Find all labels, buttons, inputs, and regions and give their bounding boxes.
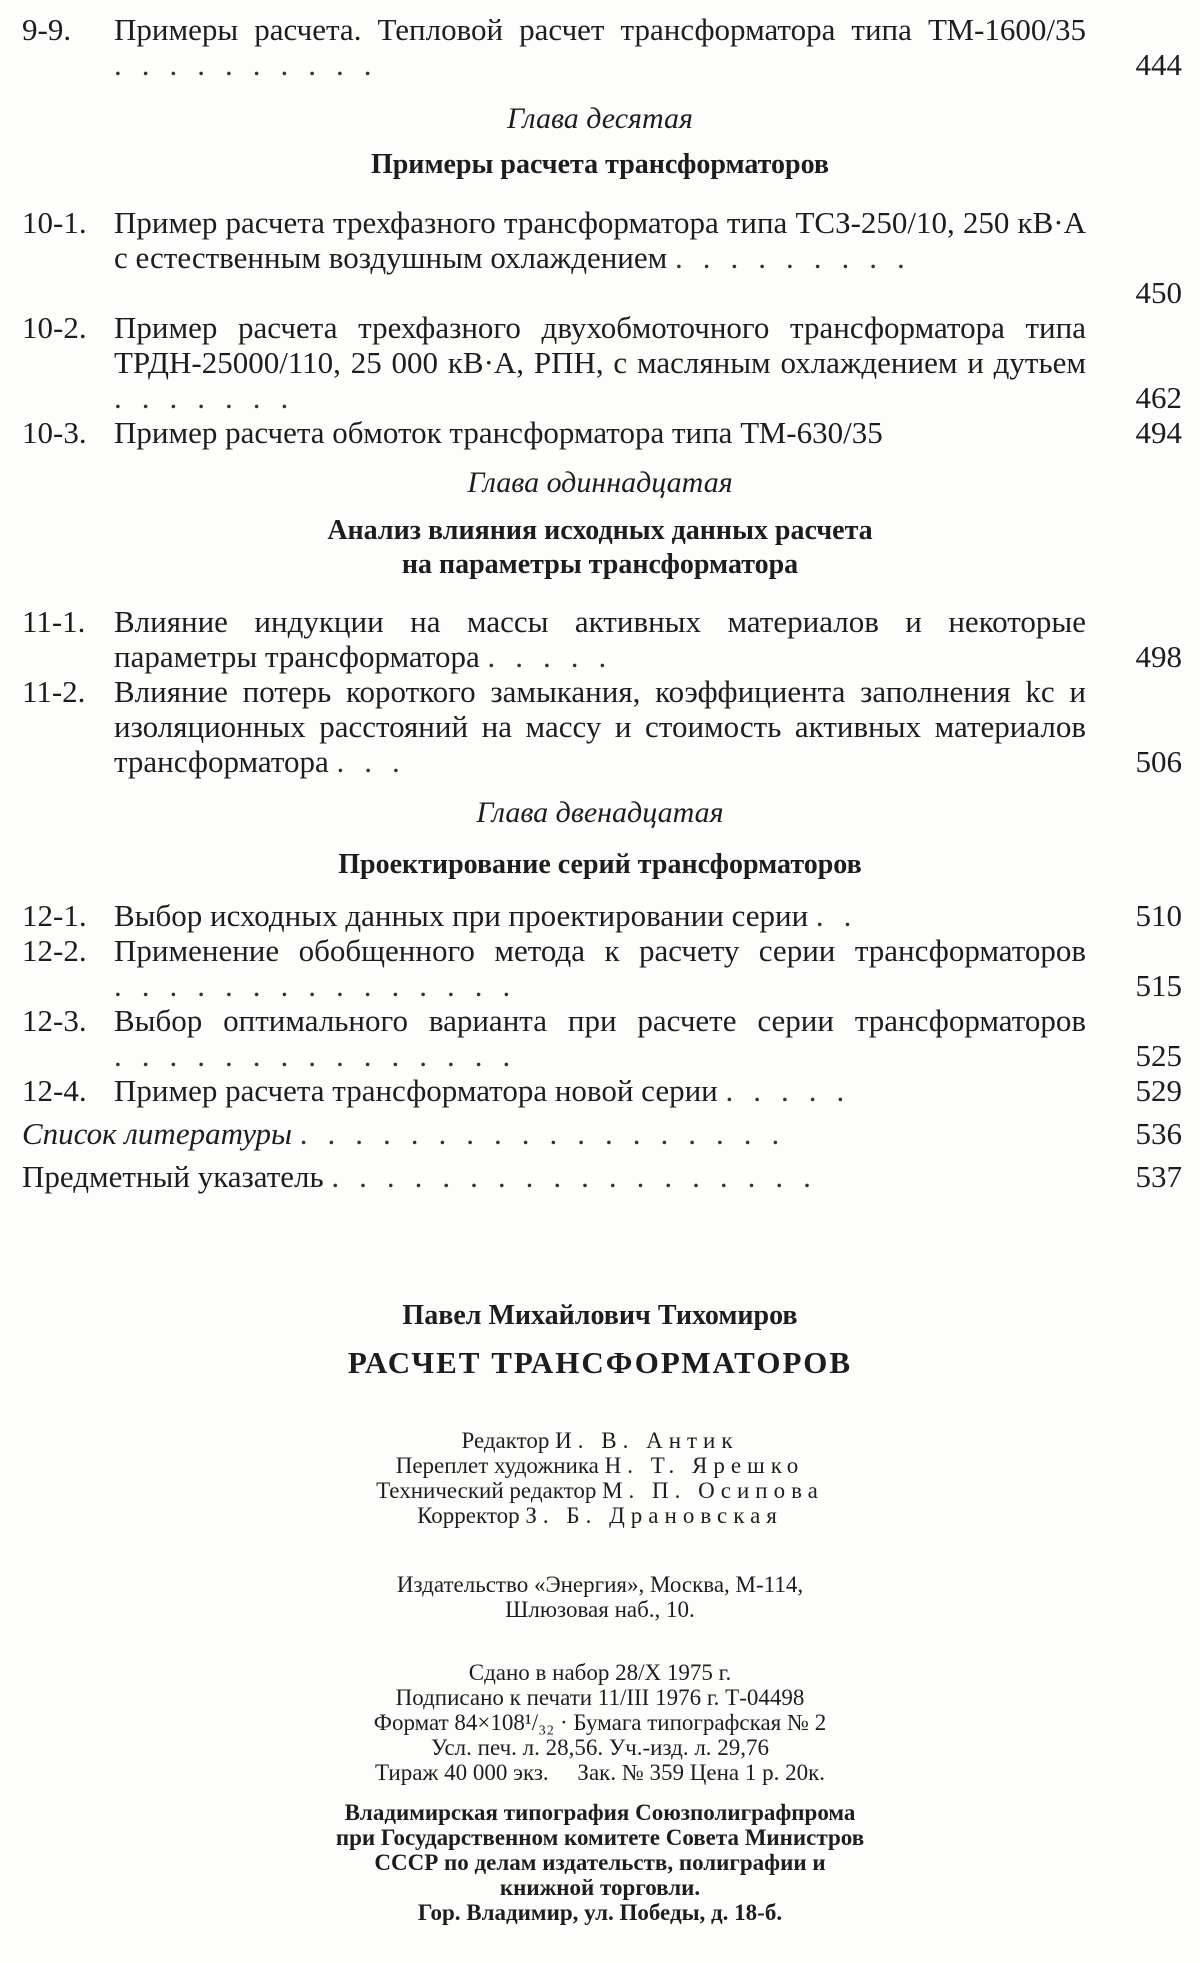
colophon-author [0, 1300, 1200, 1332]
toc-entry-number: 12-3. [22, 1003, 87, 1038]
staff-list [0, 1428, 1200, 1528]
printer-line: Владимирская типография Союзполиграфпрома [344, 1800, 856, 1825]
staff-name: И. В. Антик [555, 1428, 739, 1453]
print-info [0, 1660, 1200, 1785]
printer-line: при Государственном комитете Совета Министров [335, 1825, 865, 1850]
toc-entry-page: 506 [1135, 744, 1182, 779]
staff-name: М. П. Осипова [602, 1478, 824, 1503]
print-line: Усл. печ. л. 28,56. Уч.-изд. л. 29,76 [430, 1735, 770, 1760]
toc-entry-page: 510 [1135, 898, 1182, 933]
chapter-12-title: Проектирование серий трансформаторов [338, 849, 862, 880]
toc-entry-12-3: 12-3. Выбор оптимального варианта при расчете серии трансформаторов ............... 525 [22, 1003, 1182, 1073]
toc-entry-10-3 [22, 415, 1182, 450]
toc-entry-number: 10-3. [22, 415, 87, 450]
staff-line [0, 1428, 1200, 1453]
print-line: Подписано к печати 11/III 1976 г. Т-04498 [395, 1685, 805, 1710]
staff-line [0, 1503, 1200, 1528]
toc-block-9 [22, 12, 1182, 82]
toc-entry-text: Пример расчета трехфазного трансформатора типа ТСЗ-250/10, 250 кВ·А с естественным воздушным охлаждением [114, 205, 1086, 275]
toc-entry-text: Выбор исходных данных при проектировании серии [114, 898, 809, 933]
toc-entry-10-1: 10-1. Пример расчета трехфазного трансформатора типа ТСЗ-250/10, 250 кВ·А с естественным воздушным охлаждением ......... 450 [22, 205, 1182, 310]
toc-entry-text: Примеры расчета. Тепловой расчет трансформатора типа ТМ-1600/35 [114, 12, 1086, 47]
toc-entry-12-2: 12-2. Применение обобщенного метода к расчету серии трансформаторов ............... 515 [22, 933, 1182, 1003]
staff-role: Корректор [417, 1503, 520, 1528]
printer-line: книжной торговли. [499, 1875, 701, 1900]
publisher-line: Издательство «Энергия», Москва, М-114, [396, 1572, 804, 1597]
staff-role: Технический редактор [376, 1478, 597, 1503]
toc-entry-text: Влияние индукции на массы активных материалов и некоторые параметры трансформатора [114, 604, 1086, 674]
toc-entry-12-1: 12-1. Выбор исходных данных при проектировании серии .. 510 [22, 898, 1182, 933]
toc-entry-number: 12-2. [22, 933, 87, 968]
toc-entry-12-4: 12-4. Пример расчета трансформатора новой серии ..... 529 [22, 1073, 1182, 1108]
toc-entry-10-2: 10-2. Пример расчета трехфазного двухобмоточного трансформатора типа ТРДН-25000/110, 25 000 кВ·А, РПН, с масляным охлаждением и дутьем ....... 462 [22, 310, 1182, 415]
colophon-title [0, 1345, 1200, 1381]
printer-line: Гор. Владимир, ул. Победы, д. 18-б. [417, 1900, 783, 1925]
toc-entry-text: Пример расчета трехфазного двухобмоточного трансформатора типа ТРДН-25000/110, 25 000 кВ·А, РПН, с масляным охлаждением и дутьем [114, 310, 1086, 380]
toc-entry-page: 536 [1135, 1116, 1182, 1151]
toc-entry-page: 494 [1135, 415, 1182, 450]
chapter-11-title [0, 514, 1200, 582]
chapter-10-label: Глава десятая [507, 102, 693, 135]
toc-entry-text: Список литературы [22, 1116, 293, 1151]
toc-entry-text: Предметный указатель [22, 1159, 324, 1194]
toc-entry-references: Список литературы .................. 536 [22, 1116, 1182, 1151]
chapter-11-title-line2: на параметры трансформатора [401, 549, 799, 580]
chapter-10-title: Примеры расчета трансформаторов [370, 149, 830, 180]
toc-entry-page: 498 [1135, 639, 1182, 674]
toc-entry-index: Предметный указатель .................. 537 [22, 1159, 1182, 1194]
toc-entry-number: 10-1. [22, 205, 87, 240]
toc-entry-number: 9-9. [22, 12, 72, 47]
toc-entry-page: 462 [1135, 380, 1182, 415]
toc-entry-text: Пример расчета трансформатора новой серии [114, 1073, 718, 1108]
staff-role: Редактор [461, 1428, 550, 1453]
toc-entry-page: 444 [1135, 47, 1182, 82]
printer-info [0, 1800, 1200, 1925]
toc-entry-text: Выбор оптимального варианта при расчете серии трансформаторов [114, 1003, 1086, 1038]
chapter-11-title-line1: Анализ влияния исходных данных расчета [327, 515, 873, 546]
chapter-12-label: Глава двенадцатая [476, 796, 724, 829]
print-line: Сдано в набор 28/X 1975 г. [468, 1660, 732, 1685]
toc-entry-number: 11-2. [22, 674, 86, 709]
toc-entry-number: 12-1. [22, 898, 87, 933]
chapter-11-label: Глава одиннадцатая [467, 466, 733, 499]
toc-block-12 [22, 898, 1182, 1194]
staff-line [0, 1478, 1200, 1503]
publisher-info [0, 1572, 1200, 1622]
staff-role: Переплет художника [395, 1453, 599, 1478]
publisher-line: Шлюзовая наб., 10. [505, 1597, 695, 1622]
print-line: Формат 84×108¹/₃₂ · Бумага типографская № 2 [373, 1710, 827, 1735]
toc-block-11 [22, 604, 1182, 779]
staff-name: З. Б. Драновская [525, 1503, 783, 1528]
toc-entry-page: 450 [1135, 275, 1182, 310]
toc-block-10 [22, 205, 1182, 450]
book-title: РАСЧЕТ ТРАНСФОРМАТОРОВ [347, 1345, 853, 1380]
print-line: Тираж 40 000 экз. Зак. № 359 Цена 1 р. 20к. [374, 1760, 826, 1785]
printer-line: СССР по делам издательств, полиграфии и [374, 1850, 826, 1875]
toc-entry-number: 10-2. [22, 310, 87, 345]
staff-name: Н. Т. Ярешко [604, 1453, 805, 1478]
toc-entry-11-1: 11-1. Влияние индукции на массы активных материалов и некоторые параметры трансформатора ..... 498 [22, 604, 1182, 674]
toc-entry-text: Пример расчета обмоток трансформатора типа ТМ-630/35 [114, 415, 883, 450]
toc-entry-9-9: 9-9. Примеры расчета. Тепловой расчет трансформатора типа ТМ-1600/35 .......... 444 [22, 12, 1182, 82]
toc-entry-page: 529 [1135, 1073, 1182, 1108]
toc-entry-number: 12-4. [22, 1073, 87, 1108]
toc-entry-page: 515 [1135, 968, 1182, 1003]
toc-entry-text: Применение обобщенного метода к расчету серии трансформаторов [114, 933, 1086, 968]
toc-entry-text: Влияние потерь короткого замыкания, коэффициента заполнения kc и изоляционных расстояний на массу и стоимость активных материалов трансформатора [114, 674, 1086, 779]
toc-entry-page: 537 [1135, 1159, 1182, 1194]
toc-entry-number: 11-1. [22, 604, 86, 639]
author-name: Павел Михайлович Тихомиров [402, 1300, 798, 1331]
toc-entry-page: 525 [1135, 1038, 1182, 1073]
toc-entry-11-2: 11-2. Влияние потерь короткого замыкания, коэффициента заполнения kc и изоляционных расстояний на массу и стоимость активных материалов трансформатора ... 506 [22, 674, 1182, 779]
staff-line [0, 1453, 1200, 1478]
